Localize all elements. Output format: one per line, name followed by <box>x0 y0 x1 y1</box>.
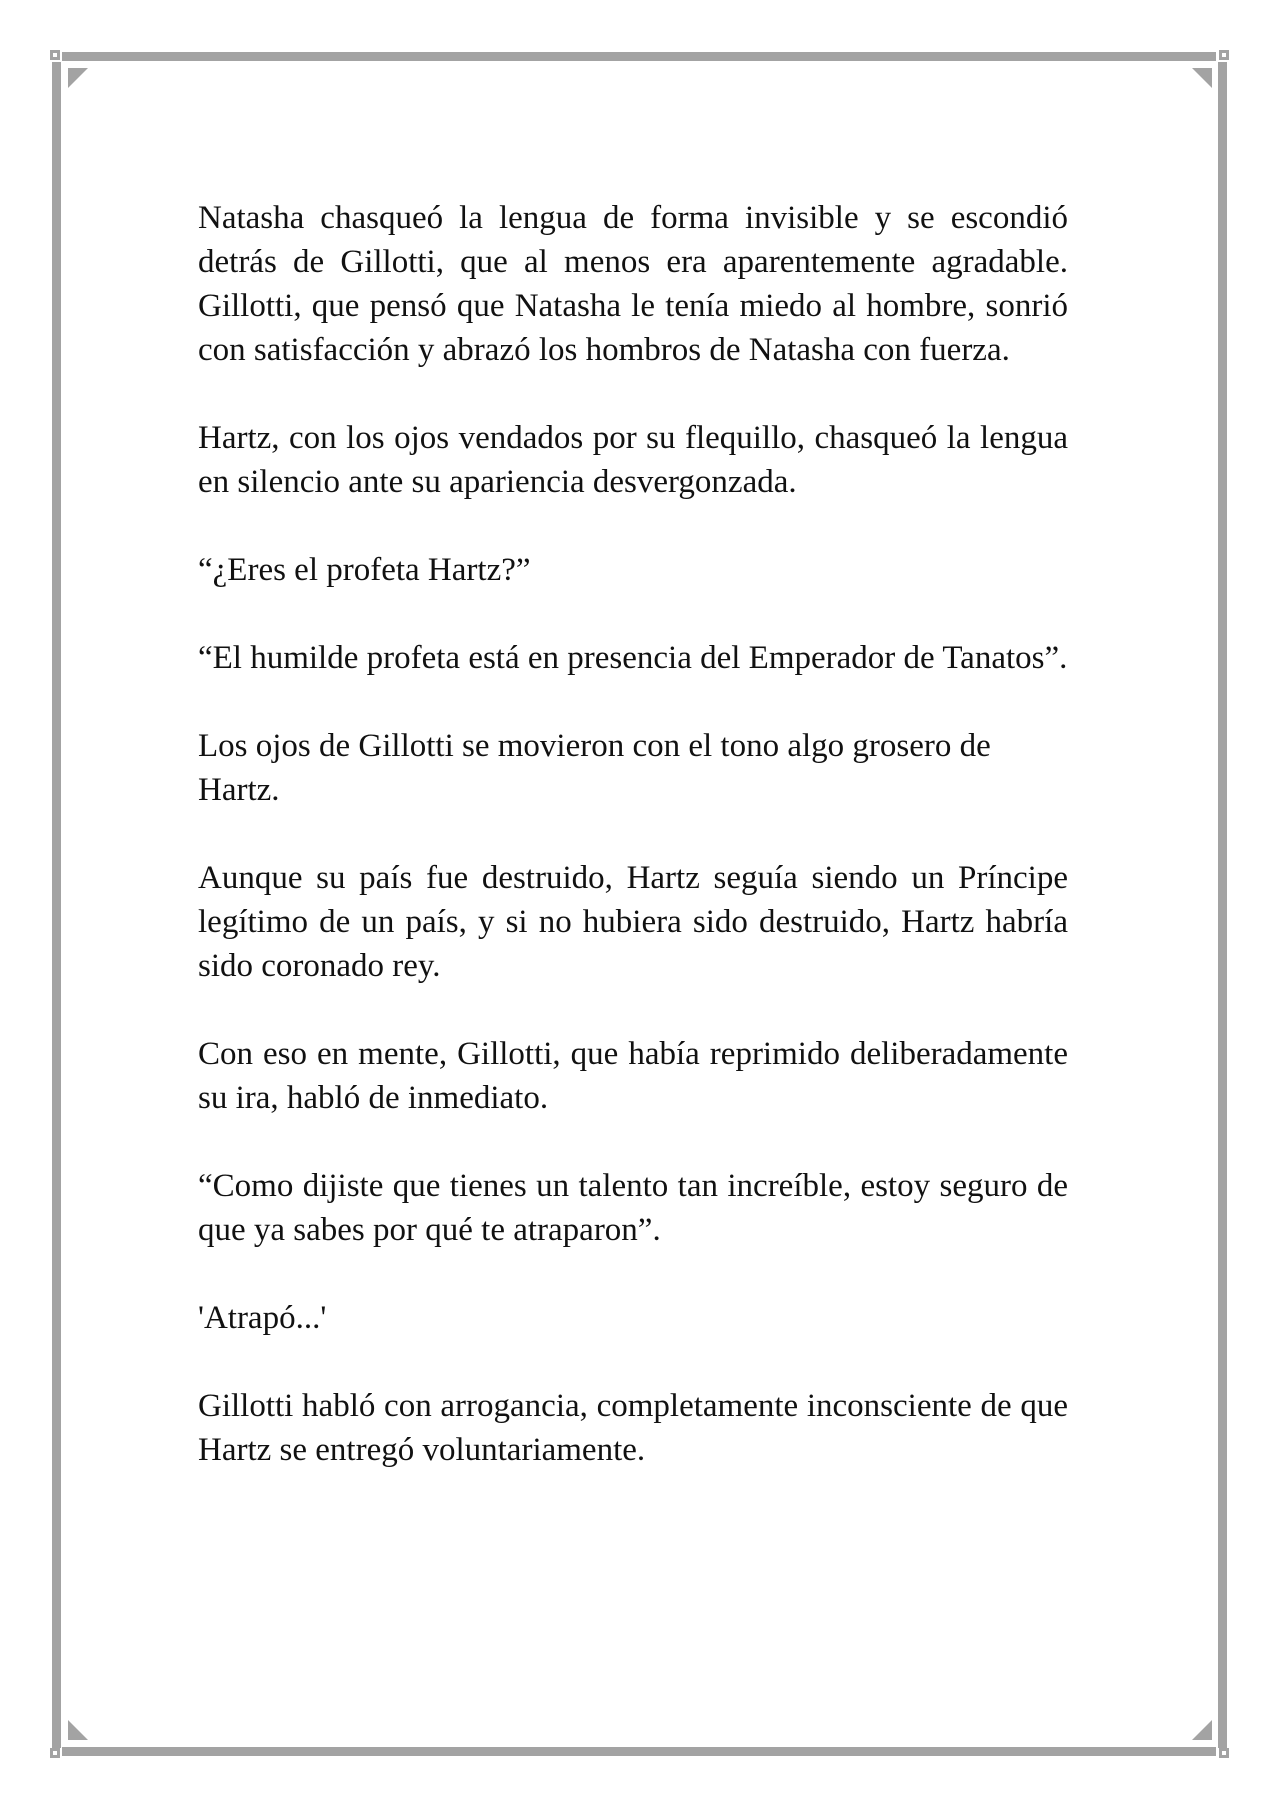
frame-left-border <box>52 62 61 1748</box>
corner-triangle-top-right <box>1192 68 1212 88</box>
corner-ornament-top-right <box>1219 50 1229 60</box>
frame-top-border <box>62 52 1216 61</box>
corner-ornament-bottom-right <box>1219 1748 1229 1758</box>
corner-ornament-top-left <box>50 50 60 60</box>
corner-triangle-top-left <box>68 68 88 88</box>
dialogue-line: “El humilde profeta está en presencia del Emperador de Tanatos”. <box>198 640 1068 676</box>
paragraph: Aunque su país fue destruido, Hartz seguía siendo un Príncipe legítimo de un país, y si no hubiera sido destruido, Hartz habría sido coronado rey. <box>198 860 1068 984</box>
thought-line: 'Atrapó...' <box>198 1300 327 1336</box>
corner-triangle-bottom-right <box>1192 1720 1212 1740</box>
paragraph: Hartz, con los ojos vendados por su flequillo, chasqueó la lengua en silencio ante su apariencia desvergonzada. <box>198 420 1068 500</box>
frame-right-border <box>1218 62 1227 1748</box>
paragraph: Natasha chasqueó la lengua de forma invisible y se escondió detrás de Gillotti, que al menos era aparentemente agradable. Gillotti, que pensó que Natasha le tenía miedo al hombre, sonrió con satisfacción y abrazó los hombros de Natasha con fuerza. <box>198 200 1068 368</box>
dialogue-line: “Como dijiste que tienes un talento tan increíble, estoy seguro de que ya sabes por qué te atraparon”. <box>198 1168 1068 1248</box>
paragraph: Los ojos de Gillotti se movieron con el tono algo grosero de Hartz. <box>198 728 991 808</box>
paragraph: Con eso en mente, Gillotti, que había reprimido deliberadamente su ira, habló de inmediato. <box>198 1036 1068 1116</box>
document-body <box>198 196 1068 1472</box>
corner-ornament-bottom-left <box>50 1748 60 1758</box>
paragraph: Gillotti habló con arrogancia, completamente inconsciente de que Hartz se entregó voluntariamente. <box>198 1388 1068 1468</box>
dialogue-line: “¿Eres el profeta Hartz?” <box>198 552 531 588</box>
frame-bottom-border <box>62 1747 1216 1756</box>
corner-triangle-bottom-left <box>68 1720 88 1740</box>
